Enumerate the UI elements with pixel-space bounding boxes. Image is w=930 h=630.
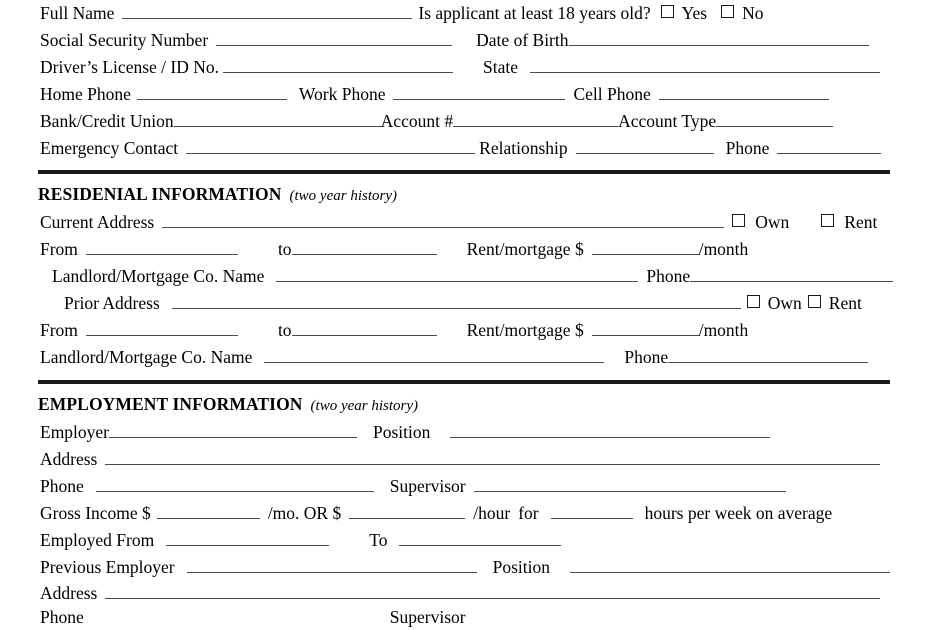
current-from-input[interactable] [86, 237, 238, 255]
employment-heading-note: (two year history) [310, 398, 419, 414]
row-employed-dates [0, 527, 930, 553]
previous-position-label: Position [492, 557, 551, 577]
residential-heading-note: (two year history) [289, 188, 397, 204]
current-to-label: to [277, 239, 292, 259]
current-to-input[interactable] [292, 237, 437, 255]
supervisor-label: Supervisor [389, 476, 466, 496]
license-label: Driver’s License / ID No. [40, 57, 219, 77]
full-name-input[interactable] [122, 1, 412, 19]
current-rent-mortgage-label: Rent/mortgage $ [466, 239, 584, 259]
prior-own-checkbox[interactable] [747, 295, 760, 308]
current-landlord-phone-input[interactable] [690, 264, 893, 282]
current-from-label: From [40, 239, 78, 259]
age-yes-label: Yes [681, 3, 708, 23]
current-rent-label: Rent [844, 212, 878, 232]
row-prior-address [0, 290, 930, 316]
current-landlord-phone-label: Phone [646, 266, 691, 286]
employer-label: Employer [40, 422, 110, 442]
cell-phone-label: Cell Phone [573, 84, 651, 104]
row-emergency [0, 135, 930, 161]
account-number-input[interactable] [453, 109, 618, 127]
work-phone-label: Work Phone [298, 84, 386, 104]
previous-address-label: Address [40, 583, 98, 603]
prior-rent-mortgage-input[interactable] [592, 318, 699, 336]
row-gross-income [0, 500, 930, 526]
row-employer-address [0, 446, 930, 472]
residential-heading [38, 184, 397, 205]
row-ssn-dob [0, 27, 930, 53]
row-prior-dates [0, 317, 930, 343]
prior-address-input[interactable] [172, 291, 741, 309]
employed-to-input[interactable] [399, 528, 561, 546]
hours-per-week-label: hours per week on average [644, 503, 833, 523]
bank-input[interactable] [174, 109, 381, 127]
previous-address-input[interactable] [105, 581, 880, 599]
row-full-name [0, 0, 930, 26]
dob-input[interactable] [569, 28, 869, 46]
current-address-label: Current Address [40, 212, 155, 232]
position-input[interactable] [450, 420, 770, 438]
relationship-input[interactable] [576, 136, 714, 154]
bank-label: Bank/Credit Union [40, 111, 174, 131]
employer-phone-label: Phone [40, 476, 84, 496]
row-employer-phone [0, 473, 930, 499]
prior-address-label: Prior Address [64, 293, 160, 313]
section-divider-residential [38, 170, 890, 174]
row-bank [0, 108, 930, 134]
previous-employer-input[interactable] [187, 555, 477, 573]
prior-to-input[interactable] [292, 318, 437, 336]
per-hour-label: /hour [473, 503, 511, 523]
relationship-label: Relationship [479, 138, 568, 158]
gross-income-monthly-input[interactable] [157, 501, 260, 519]
prior-own-label: Own [767, 293, 802, 313]
previous-employer-label: Previous Employer [40, 557, 175, 577]
prior-landlord-label: Landlord/Mortgage Co. Name [40, 347, 253, 367]
row-previous-phone [0, 604, 930, 630]
row-current-dates [0, 236, 930, 262]
employment-heading-text: EMPLOYMENT INFORMATION [38, 394, 303, 414]
account-number-label: Account # [380, 111, 454, 131]
age-no-checkbox[interactable] [721, 5, 734, 18]
employer-address-input[interactable] [105, 447, 880, 465]
position-label: Position [373, 422, 431, 442]
age-yes-checkbox[interactable] [661, 5, 674, 18]
age-question-label: Is applicant at least 18 years old? [418, 3, 651, 23]
previous-phone-label: Phone [40, 607, 84, 627]
prior-rent-mortgage-label: Rent/mortgage $ [466, 320, 584, 340]
state-input[interactable] [530, 55, 880, 73]
emergency-phone-label: Phone [725, 138, 770, 158]
employment-heading [38, 394, 418, 415]
gross-income-hourly-input[interactable] [349, 501, 465, 519]
prior-landlord-phone-input[interactable] [668, 345, 868, 363]
home-phone-label: Home Phone [40, 84, 131, 104]
ssn-label: Social Security Number [40, 30, 209, 50]
row-employer [0, 419, 930, 445]
current-own-checkbox[interactable] [732, 214, 745, 227]
prior-per-month-label: /month [698, 320, 749, 340]
row-previous-address [0, 580, 930, 606]
account-type-label: Account Type [618, 111, 717, 131]
dob-label: Date of Birth [476, 30, 569, 50]
emergency-phone-input[interactable] [777, 136, 881, 154]
per-month-or-label: /mo. OR $ [267, 503, 342, 523]
ssn-input[interactable] [216, 28, 452, 46]
prior-landlord-phone-label: Phone [624, 347, 669, 367]
prior-landlord-input[interactable] [264, 345, 604, 363]
supervisor-input[interactable] [474, 474, 786, 492]
current-per-month-label: /month [698, 239, 749, 259]
row-license-state [0, 54, 930, 80]
prior-to-label: to [277, 320, 292, 340]
current-landlord-label: Landlord/Mortgage Co. Name [52, 266, 265, 286]
work-phone-input[interactable] [393, 82, 565, 100]
employed-from-label: Employed From [40, 530, 155, 550]
section-divider-employment [38, 380, 890, 384]
employer-phone-input[interactable] [96, 474, 374, 492]
emergency-contact-input[interactable] [186, 136, 475, 154]
full-name-label: Full Name [40, 3, 115, 23]
prior-from-label: From [40, 320, 78, 340]
employed-to-label: To [369, 530, 388, 550]
cell-phone-input[interactable] [659, 82, 829, 100]
row-current-address [0, 209, 930, 235]
current-rent-mortgage-input[interactable] [592, 237, 699, 255]
current-landlord-input[interactable] [276, 264, 638, 282]
prior-from-input[interactable] [86, 318, 238, 336]
gross-income-label: Gross Income $ [40, 503, 151, 523]
hours-per-week-input[interactable] [551, 501, 633, 519]
row-prior-landlord [0, 344, 930, 370]
current-rent-checkbox[interactable] [821, 214, 834, 227]
employer-input[interactable] [109, 420, 357, 438]
row-phones [0, 81, 930, 107]
prior-rent-label: Rent [828, 293, 862, 313]
state-label: State [483, 57, 518, 77]
for-label: for [518, 503, 539, 523]
emergency-contact-label: Emergency Contact [40, 138, 179, 158]
prior-rent-checkbox[interactable] [808, 295, 821, 308]
current-address-input[interactable] [162, 210, 724, 228]
row-previous-employer [0, 554, 930, 580]
age-no-label: No [742, 3, 764, 23]
row-current-landlord [0, 263, 930, 289]
previous-supervisor-label: Supervisor [389, 607, 466, 627]
license-input[interactable] [223, 55, 453, 73]
account-type-input[interactable] [716, 109, 833, 127]
current-own-label: Own [755, 212, 790, 232]
employer-address-label: Address [40, 449, 98, 469]
residential-heading-text: RESIDENIAL INFORMATION [38, 184, 282, 204]
previous-position-input[interactable] [570, 555, 890, 573]
employed-from-input[interactable] [166, 528, 329, 546]
home-phone-input[interactable] [137, 82, 287, 100]
